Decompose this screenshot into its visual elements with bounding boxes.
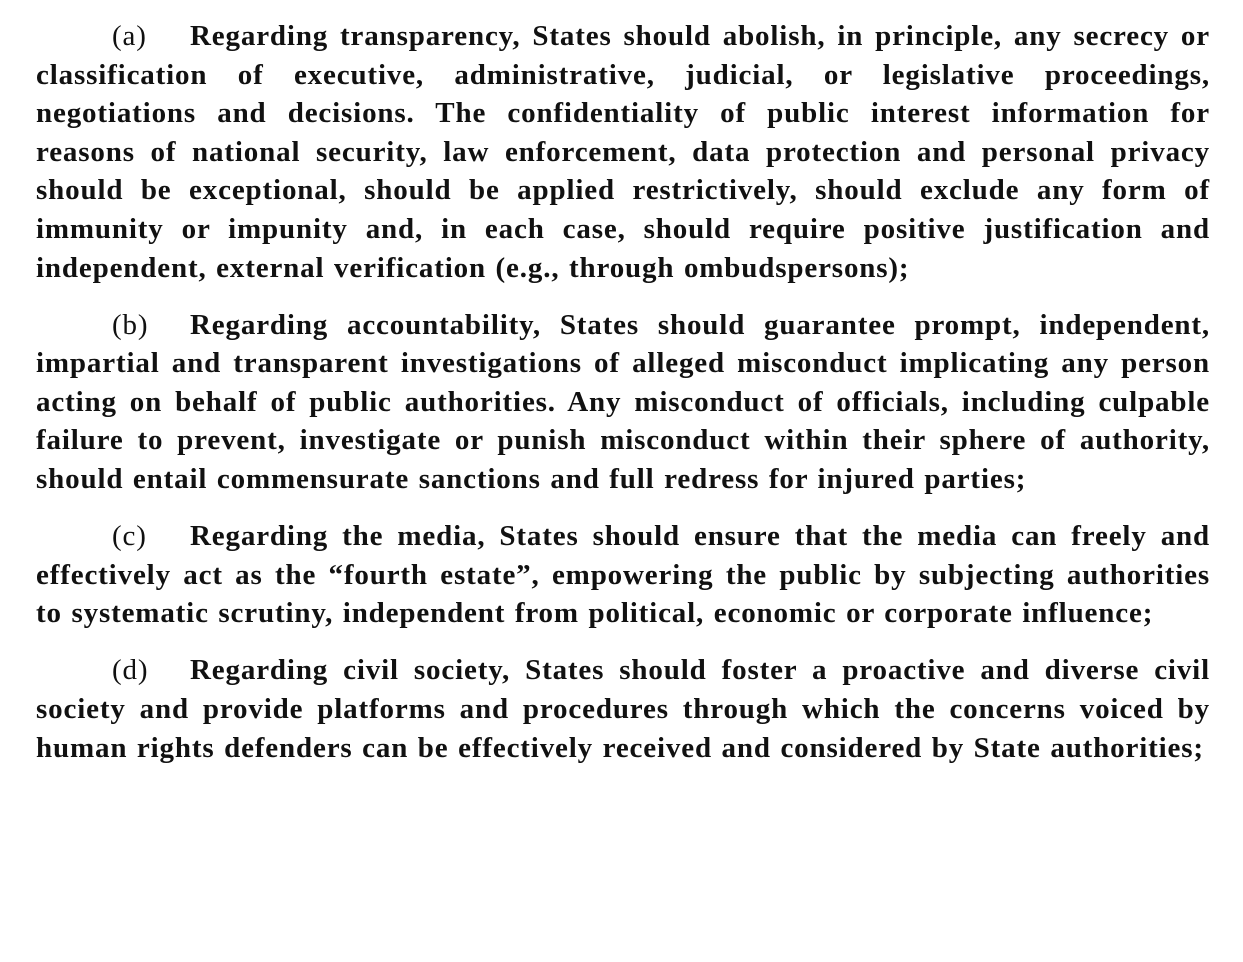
paragraph-text: Regarding civil society, States should foster a proactive and diverse civil society and provide platforms and procedures through which the concerns voiced by human rights defenders can be effectively received and considered by State authorities; <box>36 654 1210 764</box>
paragraph-marker: (b) <box>112 308 149 341</box>
paragraph-text: Regarding transparency, States should abolish, in principle, any secrecy or classification of executive, administrative, judicial, or legislative proceedings, negotiations and decisions. The confidentiality of public interest information for reasons of national security, law enforcement, data protection and personal privacy should be exceptional, should be applied restrictively, should exclude any form of immunity or impunity and, in each case, should require positive justification and independent, external verification (e.g., through ombudspersons); <box>36 20 1210 284</box>
paragraph-d <box>36 651 1210 767</box>
paragraph-marker: (a) <box>112 20 147 52</box>
paragraph-b <box>36 306 1210 499</box>
paragraph-marker: (d) <box>112 654 149 687</box>
paragraph-a <box>36 17 1210 287</box>
paragraph-text: Regarding accountability, States should guarantee prompt, independent, impartial and transparent investigations of alleged misconduct implicating any person acting on behalf of public authorities. Any misconduct of officials, including culpable failure to prevent, investigate or punish misconduct within their sphere of authority, should entail commensurate sanctions and full redress for injured parties; <box>36 308 1210 496</box>
paragraph-marker: (c) <box>112 520 147 553</box>
document-page <box>36 17 1210 786</box>
paragraph-c <box>36 517 1210 633</box>
paragraph-text: Regarding the media, States should ensure that the media can freely and effectively act as the “fourth estate”, empowering the public by subjecting authorities to systematic scrutiny, independent from political, economic or corporate influence; <box>36 520 1210 630</box>
